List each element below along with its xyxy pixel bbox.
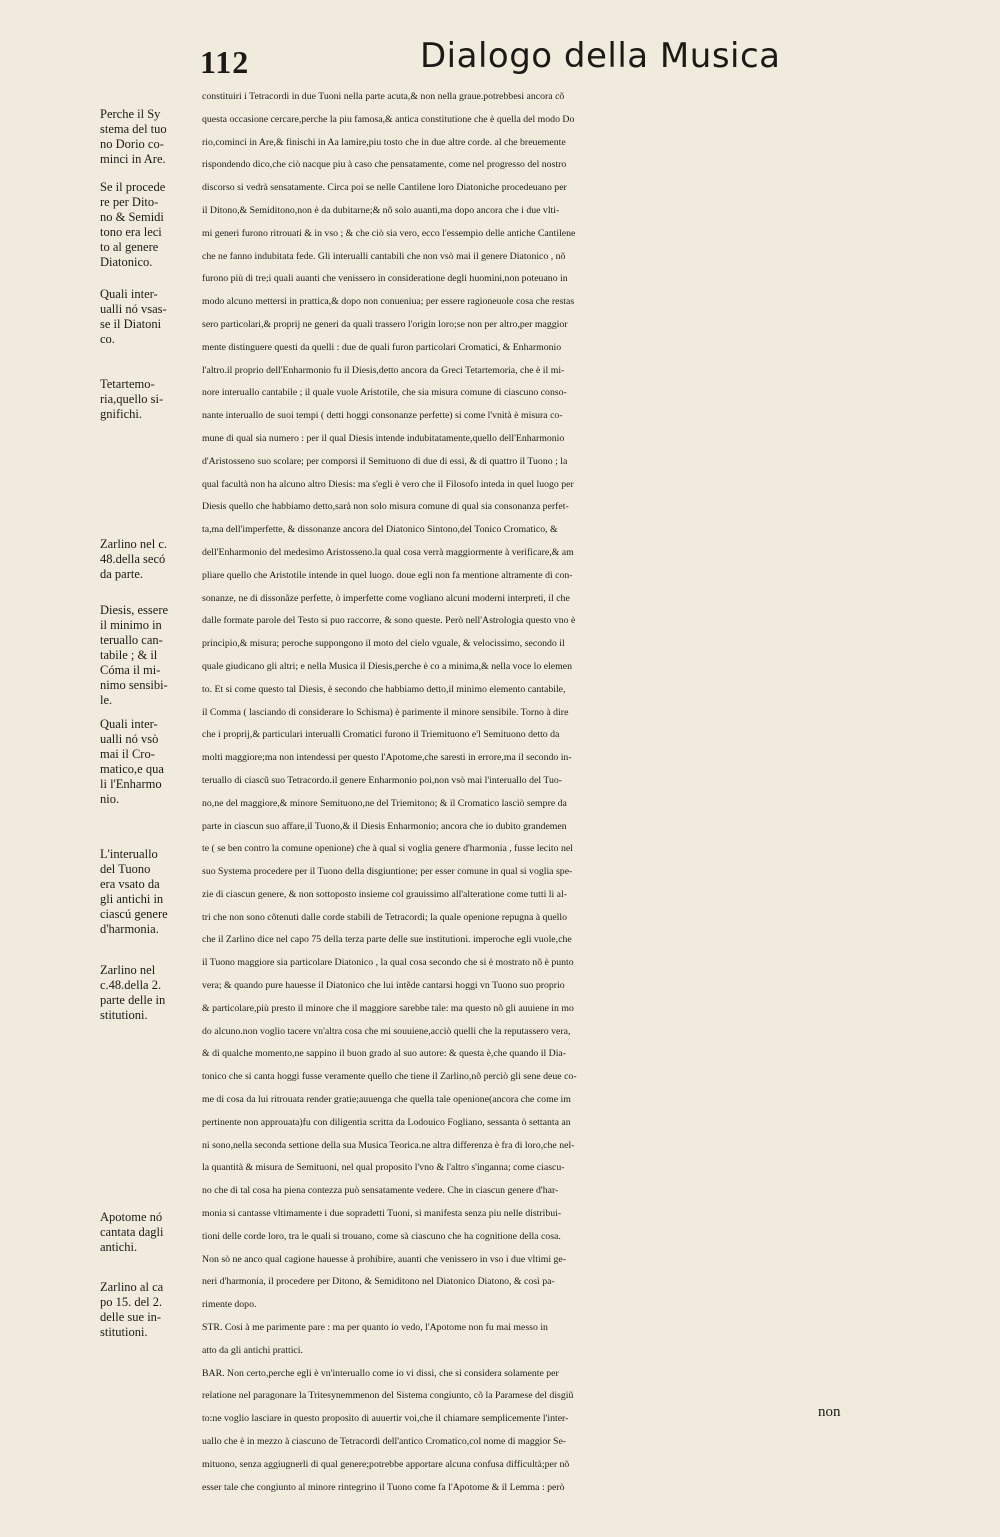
text-line: che i proprij,& particulari interualli Cromatici furono il Triemituono e'l Semituono detto da xyxy=(202,729,560,741)
text-line: ta,ma dell'imperfette, & dissonanze ancora del Diatonico Sintono,del Tonico Cromatico, & xyxy=(202,524,558,536)
text-line: rimente dopo. xyxy=(202,1299,257,1311)
text-line: che il Zarlino dice nel capo 75 della terza parte delle sue institutioni. imperoche egli vuole,che xyxy=(202,934,572,946)
text-line: constituiri i Tetracordi in due Tuoni nella parte acuta,& non nella graue.potrebbesi ancora cõ xyxy=(202,91,565,102)
margin-note: Zarlino nel c.48.della 2. parte delle in stitutioni. xyxy=(100,963,166,1022)
text-line: te ( se ben contro la comune openione) che à qual si voglia genere d'harmonia , fusse lecito nel xyxy=(202,843,573,855)
page-number: 112 xyxy=(200,44,250,80)
text-line: rispondendo dico,che ciò nacque piu à caso che pensatamente, come nel progresso del nostro xyxy=(202,159,567,171)
body-text xyxy=(202,86,902,1526)
text-line: do alcuno.non voglio tacere vn'altra cosa che mi souuiene,acciò quelli che la reputassero vera, xyxy=(202,1025,571,1037)
text-line: atto da gli antichi prattici. xyxy=(202,1344,303,1356)
text-line: tonico che si canta hoggi fusse veramente quello che tiene il Zarlino,nõ perciò gli sene deue co- xyxy=(202,1071,577,1083)
text-line: teruallo di ciascũ suo Tetracordo.il genere Enharmonio poi,non vsò mai l'interuallo del Tuo- xyxy=(202,774,563,786)
text-line: dalle formate parole del Testo si puo raccorre, & sono queste. Però nell'Astrologia questo vno è xyxy=(202,615,576,627)
text-line: dell'Enharmonio del medesimo Aristosseno.la qual cosa verrà maggiormente à verificare,& am xyxy=(202,546,574,558)
text-line: quale giudicano gli altri; e nella Musica il Diesis,perche è co a minima,& nella voce lo elemen xyxy=(202,660,572,672)
text-line: monia si cantasse vltimamente i due sopradetti Tuoni, si manifesta senza piu nelle distribui- xyxy=(202,1208,562,1220)
text-line: nore interuallo cantabile ; il quale vuole Aristotile, che sia misura comune di ciascuno conso- xyxy=(202,387,567,399)
margin-note: L'interuallo del Tuono era vsato da gli antichi in ciascú genere d'harmonia. xyxy=(100,847,168,936)
text-line: esser tale che congiunto al minore rintegrino il Tuono come fa l'Apotome & il Lemma : però xyxy=(202,1481,565,1493)
margin-note: Se il procede re per Dito- no & Semidi tono era leci to al genere Diatonico. xyxy=(100,180,166,269)
margin-notes xyxy=(100,95,196,1515)
text-line: discorso si vedrà sensatamente. Circa poi se nelle Cantilene loro Diatoniche procedeuano per xyxy=(202,182,567,194)
text-line: & di qualche momento,ne sappino il buon grado al suo autore: & questa è,che quando il Dia- xyxy=(202,1048,567,1060)
text-line: Diesis quello che habbiamo detto,sarà non solo misura comune di qual sia consonanza perfet- xyxy=(202,501,569,513)
text-line: me di cosa da lui ritrouata render gratie;auuenga che quella tale openione(ancora che come im xyxy=(202,1094,571,1106)
text-line: nante interuallo de suoi tempi ( detti hoggi consonanze perfette) si come l'vnità è misura co- xyxy=(202,410,563,422)
text-line: BAR. Non certo,perche egli è vn'interuallo come io vi dissi, che si considera solamente per xyxy=(202,1367,559,1379)
margin-note: Perche il Sy stema del tuo no Dorio co- minci in Are. xyxy=(100,107,167,166)
margin-note: Apotome nó cantata dagli antichi. xyxy=(100,1210,164,1254)
text-line: to:ne voglio lasciare in questo proposito di auuertir voi,che il chiamare semplicemente l'inter- xyxy=(202,1413,569,1425)
text-line: no che di tal cosa ha piena contezza può sensatamente vedere. Che in ciascun genere d'har- xyxy=(202,1185,559,1197)
text-line: parte in ciascun suo affare,il Tuono,& il Diesis Enharmonio; ancora che io dubito grandemen xyxy=(202,820,567,832)
text-line: mente distinguere questi da quelli : due de quali furon particolari Cromatici, & Enharmonio xyxy=(202,341,562,353)
text-line: STR. Cosi à me parimente pare : ma per quanto io vedo, l'Apotome non fu mai messo in xyxy=(202,1322,548,1334)
text-line: suo Systema procedere per il Tuono della disgiuntione; per esser comune in qual si voglia spe- xyxy=(202,866,573,878)
text-line: & particolare,più presto il minore che il maggiore sarebbe tale: ma questo nõ gli auuiene in mo xyxy=(202,1002,574,1014)
text-line: che ne fanno indubitata fede. Gli interualli cantabili che non vsò mai il genere Diatonico , nõ xyxy=(202,250,566,262)
text-line: rio,cominci in Are,& finischi in Aa lamire,piu tosto che in due altre corde. al che breuemente xyxy=(202,136,566,148)
text-line: furono più di tre;i quali auanti che venissero in consideratione degli huomini,non poteuano in xyxy=(202,273,568,285)
text-line: sero particolari,& proprij ne generi da quali trassero l'origin loro;se non per altro,per maggior xyxy=(202,318,568,330)
text-line: la quantità & misura de Semituoni, nel qual proposito l'vno & l'altro s'inganna; come ciascu- xyxy=(202,1162,565,1174)
text-line: no,ne del maggiore,& minore Semituono,ne del Triemitono; & il Cromatico lasciò sempre da xyxy=(202,797,567,809)
text-line: molti maggiore;ma non intendessi per questo l'Apotome,che saresti in errore,ma il secondo in- xyxy=(202,752,572,764)
text-line: to. Et si come questo tal Diesis, è secondo che habbiamo detto,il minimo elemento cantabile, xyxy=(202,683,566,695)
text-line: il Tuono maggiore sia particolare Diatonico , la qual cosa secondo che si è mostrato nõ è punto xyxy=(202,957,574,969)
text-line: pliare quello che Aristotile intende in quel luogo. doue egli non fa mentione altramente di con- xyxy=(202,569,573,581)
text-line: modo alcuno mettersi in prattica,& dopo non conueniua; per essere ragioneuole cosa che restas xyxy=(202,296,575,308)
text-line: Non sò ne anco qual cagione hauesse à prohibire, auanti che venissero in vso i due vltimi ge- xyxy=(202,1253,567,1265)
text-line: l'altro.il proprio dell'Enharmonio fu il Diesis,detto ancora da Greci Tetartemoria, che è il mi- xyxy=(202,364,565,376)
text-line: vera; & quando pure hauesse il Diatonico che lui intẽde cantarsi hoggi vn Tuono suo proprio xyxy=(202,980,565,992)
text-line: il Ditono,& Semiditono,non è da dubitarne;& nõ solo auanti,ma dopo ancora che i due vlti- xyxy=(202,204,560,216)
text-line: questa occasione cercare,perche la piu famosa,& antica constitutione che è quella del modo Do xyxy=(202,113,575,125)
margin-note: Diesis, essere il minimo in teruallo can- tabile ; & il Cóma il mi- nimo sensibi- le. xyxy=(100,603,169,707)
text-line: il Comma ( lasciando di considerare lo Schisma) è parimente il minore sensibile. Torno à dire xyxy=(202,706,569,718)
margin-note: Zarlino nel c. 48.della secó da parte. xyxy=(100,537,167,581)
text-line: qual facultà non ha alcuno altro Diesis: ma s'egli è vero che il Filosofo inteda in quel luogo per xyxy=(202,478,574,490)
text-line: mi generi furono ritrouati & in vso ; & che ciò sia vero, ecco l'essempio delle antiche Cantilene xyxy=(202,227,576,239)
margin-note: Quali inter- ualli nó vsas- se il Diatoni co. xyxy=(100,287,167,346)
text-line: mituono, senza aggiugnerli di qual genere;potrebbe apportare alcuna confusa difficultà;per nõ xyxy=(202,1458,570,1470)
margin-note: Zarlino al ca po 15. del 2. delle sue in- stitutioni. xyxy=(100,1280,164,1339)
text-line: tri che non sono cõtenuti dalle corde stabili de Tetracordi; la quale openione repugna à quello xyxy=(202,911,568,923)
text-line: relatione nel paragonare la Tritesynemmenon del Sistema congiunto, cõ la Paramese del disgiũ xyxy=(202,1390,574,1402)
text-line: uallo che è in mezzo à ciascuno de Tetracordi dell'antico Cromatico,col nome di maggior Se- xyxy=(202,1436,567,1448)
text-line: d'Aristosseno suo scolare; per comporsi il Semituono di due di essi, & di quattro il Tuono ; la xyxy=(202,455,568,467)
margin-note: Quali inter- ualli nó vsò mai il Cro- matico,e qua li l'Enharmo nio. xyxy=(100,717,164,806)
text-line: zie di ciascun genere, & non sottoposto insieme col grauissimo all'alteratione come tutti li al- xyxy=(202,888,567,900)
text-line: neri d'harmonia, il procedere per Ditono, & Semiditono nel Diatonico Diatono, & così pa- xyxy=(202,1276,555,1288)
running-title: Dialogo della Musica xyxy=(420,36,781,76)
text-line: pertinente non approuata)fu con diligentia scritta da Lodouico Fogliano, sessanta ò settanta an xyxy=(202,1116,571,1128)
page-header xyxy=(0,36,1000,86)
text-line: sonanze, ne di dissonãze perfette, ò imperfette come vogliano alcuni moderni interpreti, il che xyxy=(202,592,570,604)
margin-note: Tetartemo- ria,quello si- gnifichi. xyxy=(100,377,164,421)
text-line: mune di qual sia numero : per il qual Diesis intende indubitatamente,quello dell'Enharmonio xyxy=(202,432,565,444)
text-line: tioni delle corde loro, tra le quali si trouano, come sà ciascuno che ha cognitione della cosa. xyxy=(202,1230,561,1242)
text-line: principio,& misura; peroche suppongono il moto del cielo vguale, & velocissimo, secondo il xyxy=(202,638,565,650)
text-line: ni sono,nella seconda settione della sua Musica Teorica.ne altra differenza è fra di loro,che nel- xyxy=(202,1139,575,1151)
catchword: non xyxy=(818,1404,841,1420)
